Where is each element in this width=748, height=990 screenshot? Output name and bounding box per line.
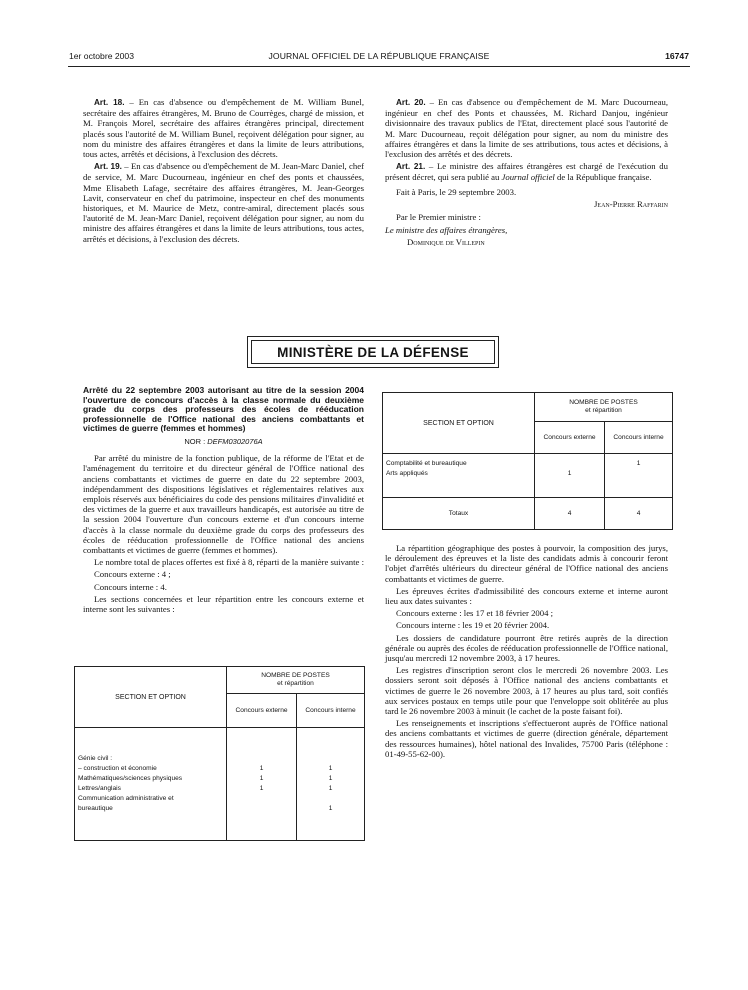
table1-interne-value bbox=[300, 794, 361, 804]
table2-row-label: Arts appliqués bbox=[386, 470, 428, 477]
table2-col-interne: Concours interne bbox=[605, 422, 673, 454]
article-19-text: – En cas d'absence ou d'empêchement de M. Jean-Marc Daniel, chef de service, M. Marc Ducourneau, ingénieur en chef des ponts et chaussées, Mme Elisabeth Lafage, secrétaire des affaires étrangères, M. Jean-Georges Lavit, conservateur en chef du patrimoine, inspecteur en chef des monuments historiques, et M. Maurice de Metz, contre-amiral, directement placés sous l'autorité de M. Jean-Marc Daniel, reçoivent délégation pour signer, au nom du ministre des affaires étrangères et dans la limite de leurs attributions, tous actes, arrêtés et décisions, à l'exclusion des décrets. bbox=[83, 161, 365, 244]
top-right-column bbox=[385, 97, 668, 250]
nor-code: DEFM0302076A bbox=[207, 436, 263, 446]
page-header bbox=[69, 50, 689, 66]
table2-labels-cell bbox=[383, 454, 535, 498]
table1-col-externe: Concours externe bbox=[227, 694, 297, 728]
bottom-left-column bbox=[83, 386, 364, 616]
sections-table-2 bbox=[382, 392, 673, 530]
table1-group-header bbox=[227, 667, 365, 694]
signatory-villepin: Dominique de Villepin bbox=[407, 237, 485, 248]
article-21-text-a: – Le ministre des affaires étrangères est chargé de l'exécution du présent décret, qui sera publié au bbox=[385, 161, 668, 183]
arrete-paragraph-5: Les sections concernées et leur répartition entre les concours externe et interne sont les suivantes : bbox=[83, 593, 364, 615]
arrete-paragraph-1: Par arrêté du ministre de la fonction publique, de la réforme de l'Etat et de l'aménagement du territoire et du directeur général de l'Office national des anciens combattants et victimes de guerre en date du 22 septembre 2003, indépendamment des dispositions législatives et réglementaires relatives aux emplois réservés aux bénéficiaires du code des pensions militaires d'invalidité et des victimes de la guerre et aux travailleurs handicapés, est autorisée au titre de la session 2004 l'ouverture d'un concours externe et d'un concours interne d'accès à la classe normale du deuxième grade du corps des professeurs des écoles de rééducation professionnelle de l'Office national des anciens combattants et victimes de guerre (femmes et hommes). bbox=[83, 453, 364, 555]
sections-table-1 bbox=[74, 666, 365, 841]
table2-externe-value bbox=[538, 459, 601, 469]
table2-group-header bbox=[535, 393, 673, 422]
bottom-right-column bbox=[385, 543, 668, 761]
renseignements-paragraph: Les renseignements et inscriptions s'effectueront auprès de l'Office national des anciens combattants et victimes de guerre (direction générale, département des ressources humaines), hôtel national des Invalides, 75700 Paris (téléphone : 01-49-55-62-00). bbox=[385, 718, 668, 759]
table1-group-subtitle: et répartition bbox=[277, 680, 314, 687]
repartition-paragraph: La répartition géographique des postes à pourvoir, la composition des jurys, le déroulement des épreuves et la liste des candidats admis à concourir feront l'objet d'arrêtés ultérieurs du directeur général de l'Office national des anciens combattants et victimes de guerre. bbox=[385, 543, 668, 584]
fait-a-paris: Fait à Paris, le 29 septembre 2003. bbox=[396, 186, 517, 197]
article-21 bbox=[385, 161, 668, 182]
table1-interne-value: 1 bbox=[328, 765, 333, 772]
arrete-paragraph-4: Concours interne : 4. bbox=[94, 581, 167, 592]
table2-section-header: SECTION ET OPTION bbox=[383, 393, 535, 454]
table2-group-title: NOMBRE DE POSTES bbox=[569, 399, 638, 406]
table1-row-label: Génie civil : bbox=[78, 755, 113, 762]
arrete-title: Arrêté du 22 septembre 2003 autorisant au titre de la session 2004 l'ouverture de concours d'accès à la classe normale du deuxième grade du corps des professeurs des écoles de rééducation professionnelle de l'Office national des anciens combattants et victimes de guerre (femmes et hommes) bbox=[83, 385, 364, 434]
table1-externe-value: 1 bbox=[259, 765, 264, 772]
table1-group-title: NOMBRE DE POSTES bbox=[261, 672, 330, 679]
table1-externe-value: 1 bbox=[259, 775, 264, 782]
table2-interne-cell bbox=[605, 454, 673, 498]
table1-externe-value bbox=[230, 794, 293, 804]
table2-total-interne: 4 bbox=[605, 498, 673, 530]
header-page-number: 16747 bbox=[665, 51, 689, 61]
dates-externe: Concours externe : les 17 et 18 février 2004 ; bbox=[396, 608, 554, 619]
registres-paragraph: Les registres d'inscription seront clos le mercredi 26 novembre 2003. Les dossiers seront soit déposés à l'Office national des anciens combattants et victimes de guerre le 26 novembre 2003, à 17 heures au plus tard, soit confiés aux services postaux en temps utile pour que l'enveloppe soit oblitérée au plus tard le 26 novembre 2003 à minuit (le cachet de la poste faisant foi). bbox=[385, 665, 668, 717]
table1-labels-cell bbox=[75, 728, 227, 841]
table2-total-label: Totaux bbox=[383, 498, 535, 530]
table1-externe-value bbox=[230, 804, 293, 814]
nor-label: NOR : bbox=[184, 436, 208, 446]
arrete-paragraph-2: Le nombre total de places offertes est fixé à 8, réparti de la manière suivante : bbox=[94, 557, 365, 568]
article-21-number: Art. 21. bbox=[396, 162, 426, 172]
table2-interne-value: 1 bbox=[636, 460, 641, 467]
table1-interne-value: 1 bbox=[328, 805, 333, 812]
article-19 bbox=[83, 161, 364, 244]
table1-interne-cell bbox=[297, 728, 365, 841]
ministry-heading: MINISTÈRE DE LA DÉFENSE bbox=[251, 340, 495, 364]
article-18-text: – En cas d'absence ou d'empêchement de M. William Bunel, secrétaire des affaires étrangères, M. Bruno de Courrèges, chargé de mission, et M. François Morel, secrétaire des affaires étrangères principal, directement placés sous l'autorité de M. William Bunel, reçoivent délégation pour signer, au nom du ministre des affaires étrangères et dans la limite de leurs attributions, tous actes, arrêtés et décisions, à l'exclusion des décrets. bbox=[83, 97, 364, 160]
nor-reference bbox=[83, 437, 364, 447]
journal-officiel-title: Journal officiel bbox=[501, 172, 555, 183]
signatory-raffarin: Jean-Pierre Raffarin bbox=[594, 198, 668, 209]
table1-section-header: SECTION ET OPTION bbox=[75, 667, 227, 728]
article-20-number: Art. 20. bbox=[396, 98, 426, 107]
article-20-text: – En cas d'absence ou d'empêchement de M. Marc Ducourneau, ingénieur en chef des Ponts et chaussées, M. Richard Danjou, ingénieur divisionnaire des travaux publics de l'Etat, directement placé sous l'autorité de M. Marc Ducourneau, reçoit délégation pour signer, au nom du ministre des affaires étrangères et dans la limite de ses attributions, tous actes et décisions, à l'exclusion des arrêtés et des décrets. bbox=[385, 97, 668, 160]
article-18-number: Art. 18. bbox=[94, 98, 125, 107]
table2-col-externe: Concours externe bbox=[535, 422, 605, 454]
table2-interne-value bbox=[608, 469, 669, 479]
table1-row-label: Mathématiques/sciences physiques bbox=[78, 775, 183, 782]
header-rule bbox=[68, 66, 690, 67]
table1-interne-value: 1 bbox=[328, 775, 333, 782]
minister-title: Le ministre des affaires étrangères, bbox=[385, 225, 508, 236]
par-premier-ministre: Par le Premier ministre : bbox=[396, 212, 481, 223]
header-title: JOURNAL OFFICIEL DE LA RÉPUBLIQUE FRANÇAISE bbox=[268, 51, 490, 61]
table1-externe-value bbox=[230, 754, 293, 764]
table1-externe-cell bbox=[227, 728, 297, 841]
dates-interne: Concours interne : les 19 et 20 février 2004. bbox=[396, 620, 550, 631]
table2-total-externe: 4 bbox=[535, 498, 605, 530]
epreuves-paragraph: Les épreuves écrites d'admissibilité des concours externe et interne auront lieu aux dates suivantes : bbox=[385, 585, 668, 607]
article-20 bbox=[385, 97, 668, 159]
table1-interne-value bbox=[300, 754, 361, 764]
article-21-text-b: de la République française. bbox=[554, 172, 652, 183]
header-date: 1er octobre 2003 bbox=[69, 51, 134, 61]
top-left-column bbox=[83, 97, 364, 246]
table2-group-subtitle: et répartition bbox=[585, 407, 622, 414]
table1-row-label: bureautique bbox=[78, 805, 113, 812]
table1-row-label: Communication administrative et bbox=[78, 795, 174, 802]
arrete-paragraph-3: Concours externe : 4 ; bbox=[94, 569, 171, 580]
table1-interne-value: 1 bbox=[328, 785, 333, 792]
table1-row-label: Lettres/anglais bbox=[78, 785, 121, 792]
table1-col-interne: Concours interne bbox=[297, 694, 365, 728]
table1-row-label: – construction et économie bbox=[78, 765, 157, 772]
article-18 bbox=[83, 97, 364, 159]
table2-externe-cell bbox=[535, 454, 605, 498]
table2-row-label: Comptabilité et bureautique bbox=[386, 460, 467, 467]
table2-externe-value: 1 bbox=[567, 470, 572, 477]
article-19-number: Art. 19. bbox=[94, 162, 122, 172]
table1-externe-value: 1 bbox=[259, 785, 264, 792]
dossiers-paragraph: Les dossiers de candidature pourront être retirés auprès de la direction générale ou auprès des écoles de rééducation professionnelle de l'Office national, jusqu'au mercredi 12 novembre 2003, à 17 heures. bbox=[385, 632, 668, 664]
ministry-box bbox=[247, 336, 499, 368]
